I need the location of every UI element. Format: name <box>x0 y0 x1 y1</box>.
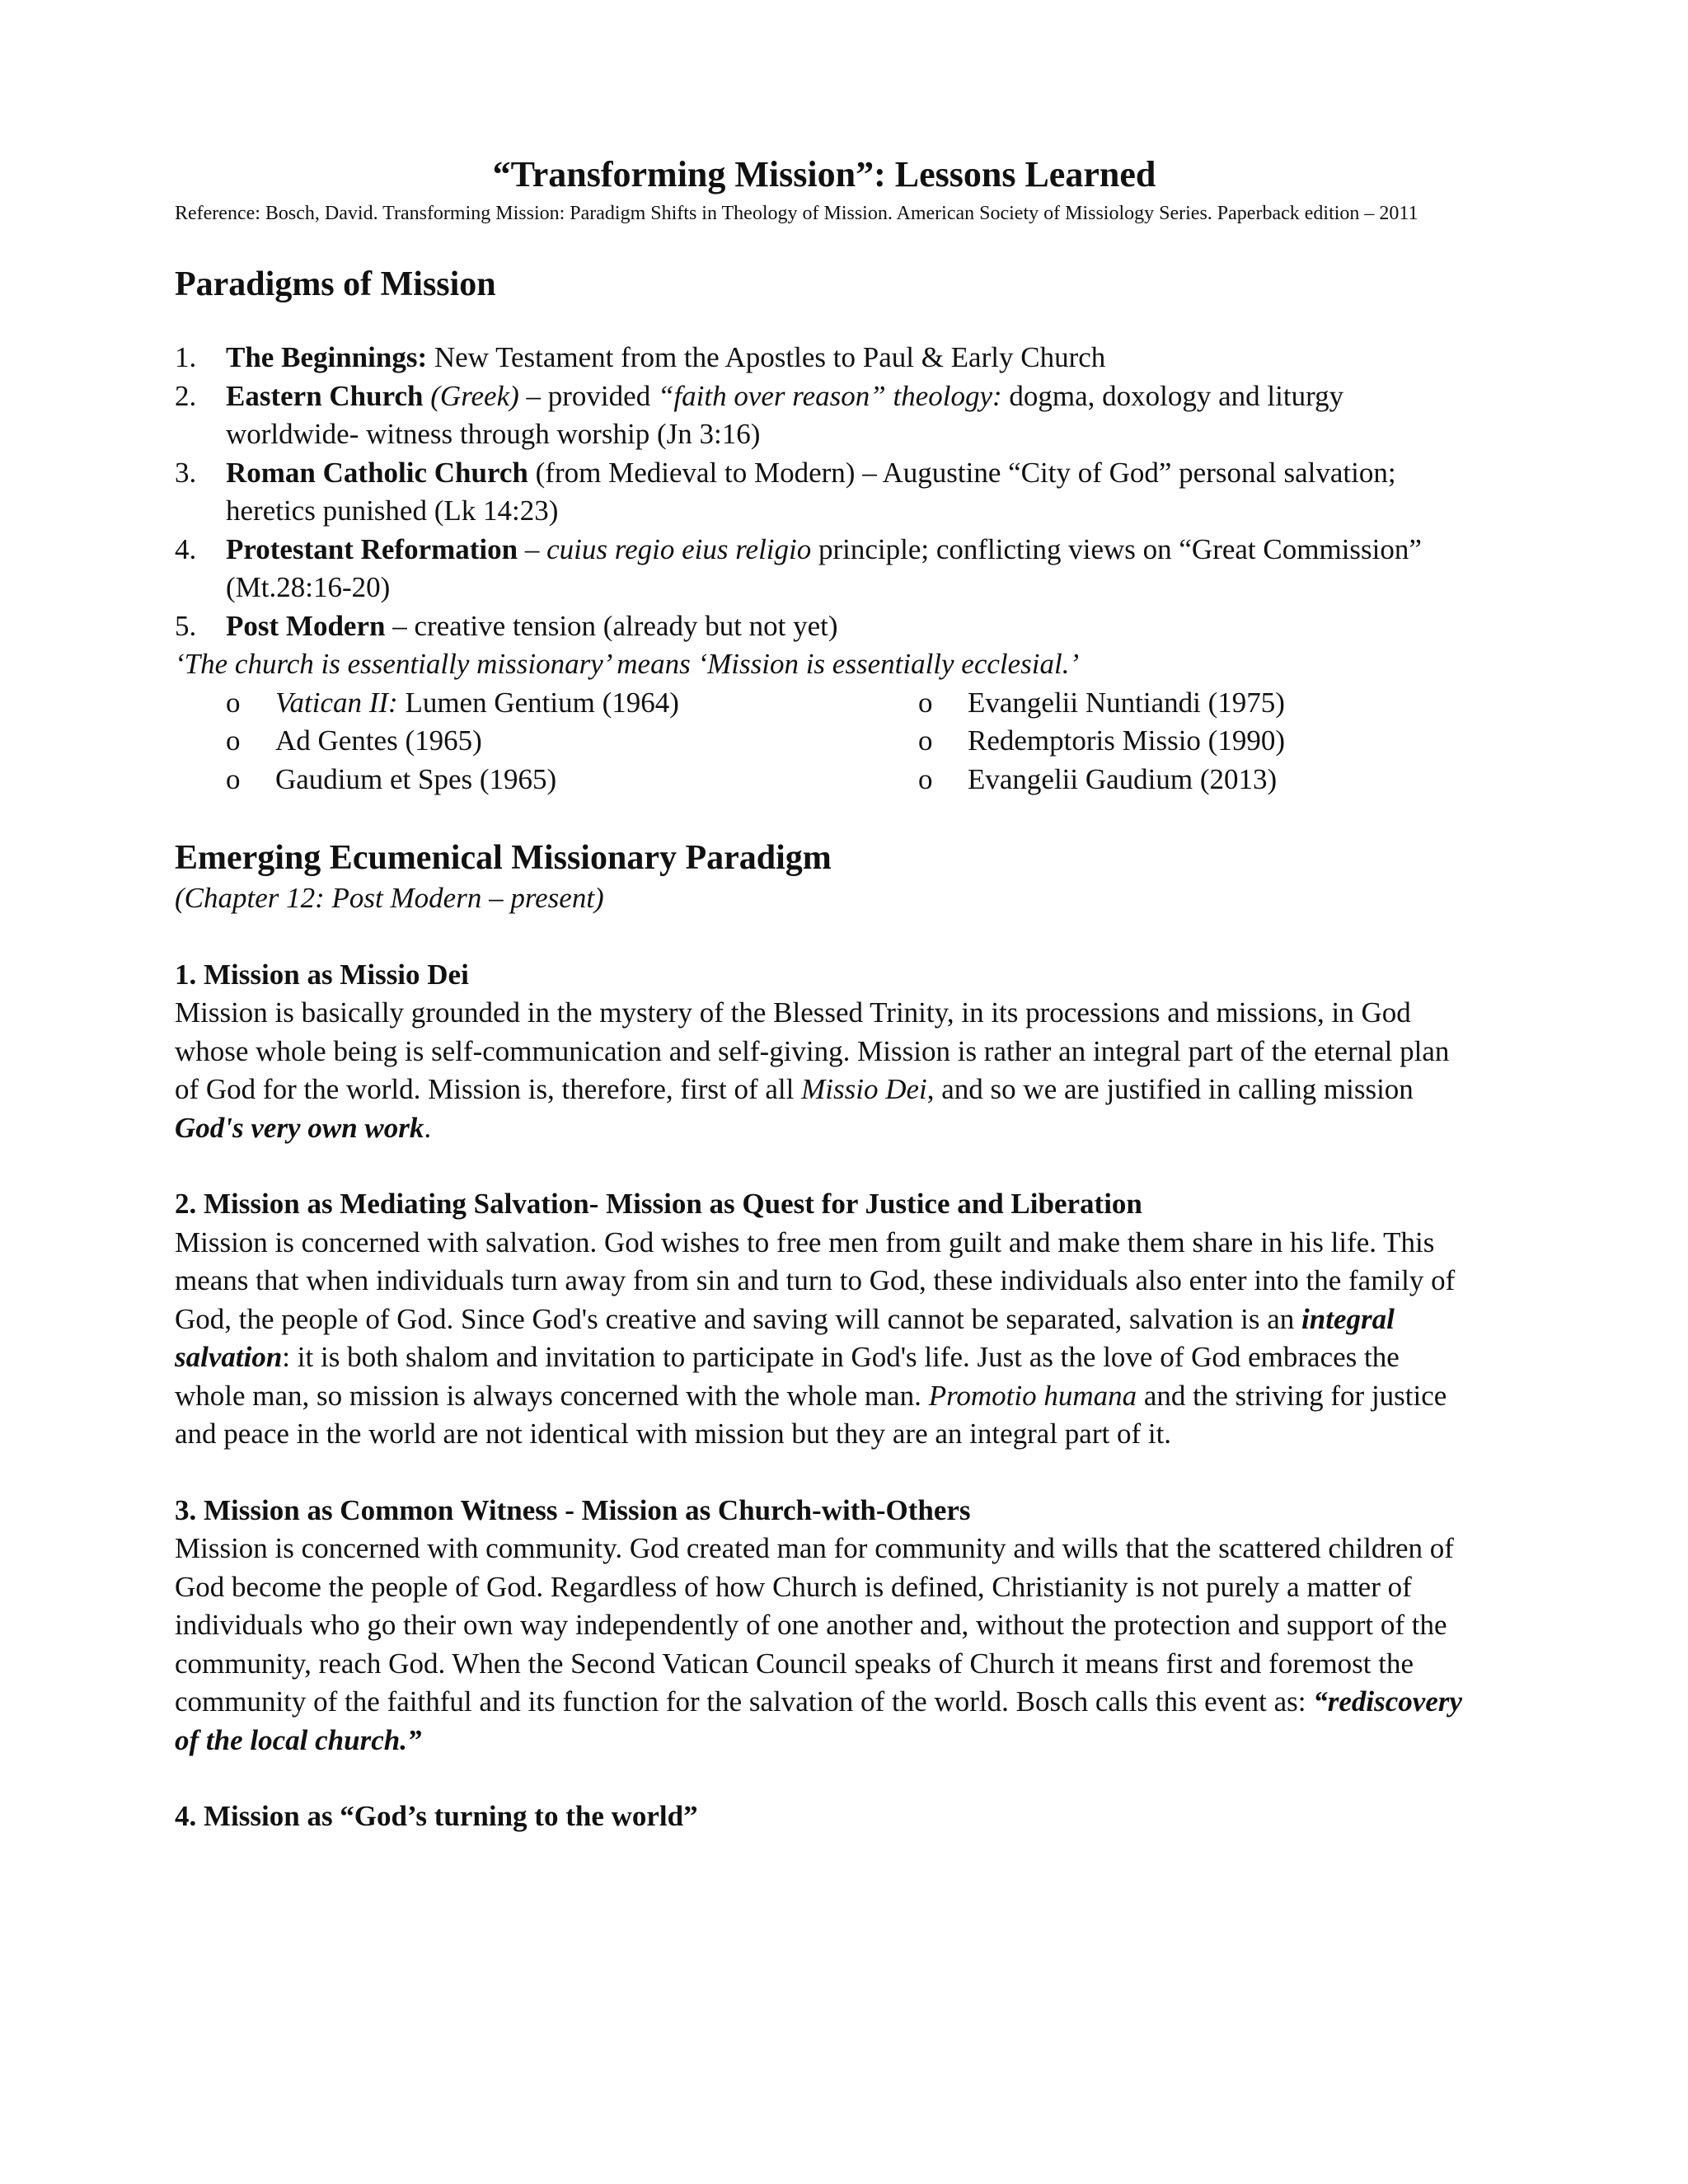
list-number: 2. <box>175 379 197 412</box>
bullet-icon: o <box>918 724 933 757</box>
item-text: – provided <box>518 379 658 412</box>
paradigms-heading: Paradigms of Mission <box>175 265 496 303</box>
bullet-icon: o <box>226 724 241 757</box>
bullet-icon: o <box>226 686 241 719</box>
section-heading: 4. Mission as “God’s turning to the world” <box>175 1800 698 1832</box>
list-number: 4. <box>175 532 197 565</box>
body-text: and the striving for justice and peace in the world are not identical with mission but they are an integral part of it. <box>175 1379 1447 1450</box>
list-item <box>175 454 1474 531</box>
item-lead: Roman Catholic Church <box>226 456 528 489</box>
item-italic: (Greek) <box>423 379 519 412</box>
list-item <box>918 761 1380 799</box>
reference-line: Reference: Bosch, David. Transforming Mission: Paradigm Shifts in Theology of Mission. American Society of Missiology Series. Paperback edition – 2011 <box>175 203 1418 224</box>
section-common-witness <box>175 1492 1474 1760</box>
body-bold-italic: integral salvation <box>175 1302 1395 1373</box>
list-item <box>918 684 1380 723</box>
list-item <box>175 377 1474 454</box>
doc-title: Ad Gentes (1965) <box>275 724 482 757</box>
item-text: (from Medieval to Modern) – Augustine “City of God” personal salvation; heretics punished (Lk 14:23) <box>226 456 1396 527</box>
list-item <box>226 684 918 723</box>
bullet-icon: o <box>226 762 241 795</box>
list-item <box>175 531 1474 607</box>
vatican-label: Vatican II: <box>275 686 398 719</box>
church-documents-list <box>226 684 1474 799</box>
list-number: 5. <box>175 609 197 642</box>
page-title: “Transforming Mission”: Lessons Learned <box>492 154 1156 194</box>
list-number: 3. <box>175 456 197 489</box>
body-italic: Promotio humana <box>928 1379 1137 1412</box>
item-lead: Post Modern <box>226 609 386 642</box>
doc-title: Lumen Gentium (1964) <box>397 686 679 719</box>
chapter-note: (Chapter 12: Post Modern – present) <box>175 882 604 914</box>
list-item <box>226 722 918 761</box>
item-lead: Protestant Reformation <box>226 532 518 565</box>
emerging-heading: Emerging Ecumenical Missionary Paradigm <box>175 839 832 877</box>
doc-title: Evangelii Nuntiandi (1975) <box>968 686 1285 719</box>
item-text: dogma, doxology and liturgy worldwide- witness through worship (Jn 3:16) <box>226 379 1344 450</box>
item-lead: The Beginnings: <box>226 341 428 373</box>
section-body <box>175 1224 1474 1454</box>
doc-title: Evangelii Gaudium (2013) <box>968 762 1278 795</box>
paradigms-list <box>175 339 1474 645</box>
section-salvation <box>175 1185 1474 1454</box>
section-heading: 2. Mission as Mediating Salvation- Mission as Quest for Justice and Liberation <box>175 1188 1142 1220</box>
item-text: New Testament from the Apostles to Paul & Early Church <box>427 341 1106 373</box>
item-text: – creative tension (already but not yet) <box>385 609 838 642</box>
list-item <box>175 607 1474 646</box>
doc-title: Gaudium et Spes (1965) <box>275 762 557 795</box>
list-item <box>226 761 918 799</box>
item-text: principle; conflicting views on “Great Commission” (Mt.28:16-20) <box>226 532 1422 603</box>
section-heading: 1. Mission as Missio Dei <box>175 958 469 991</box>
section-gods-turning <box>175 1797 1474 1836</box>
section-body <box>175 994 1474 1147</box>
body-text: . <box>424 1111 432 1144</box>
body-text: Mission is basically grounded in the mystery of the Blessed Trinity, in its processions and missions, in God whose whole being is self-communication and self-giving. Mission is rather an integral part of the eternal plan of God for the world. Mission is, therefore, first of all <box>175 996 1450 1105</box>
body-italic: Missio Dei <box>801 1073 927 1105</box>
item-text: – <box>518 532 547 565</box>
list-item <box>918 722 1380 761</box>
list-number: 1. <box>175 341 197 373</box>
list-item <box>175 339 1474 377</box>
item-italic: “faith over reason” theology: <box>657 379 1002 412</box>
item-lead: Eastern Church <box>226 379 424 412</box>
body-text: , and so we are justified in calling mission <box>926 1073 1414 1105</box>
body-text: Mission is concerned with salvation. God wishes to free men from guilt and make them share in his life. This means that when individuals turn away from sin and turn to God, these individuals also enter into the family of God, the people of God. Since God's creative and saving will cannot be separated, salvation is an <box>175 1226 1456 1335</box>
body-text: Mission is concerned with community. God created man for community and wills that the scattered children of God become the people of God. Regardless of how Church is defined, Christianity is not purely a matter of individuals who go their own way independently of one another and, without the protection and support of the community, reach God. When the Second Vatican Council speaks of Church it means first and foremost the community of the faithful and its function for the salvation of the world. Bosch calls this event as: <box>175 1532 1454 1718</box>
bullet-icon: o <box>918 762 933 795</box>
section-heading: 3. Mission as Common Witness - Mission as Church-with-Others <box>175 1493 971 1526</box>
section-missio-dei <box>175 956 1474 1148</box>
doc-title: Redemptoris Missio (1990) <box>968 724 1285 757</box>
ecclesial-quote: ‘The church is essentially missionary’ means ‘Mission is essentially ecclesial.’ <box>175 648 1080 680</box>
body-bold-italic: “rediscovery of the local church.” <box>175 1685 1463 1756</box>
body-bold-italic: God's very own work <box>175 1111 424 1144</box>
item-italic: cuius regio eius religio <box>546 532 812 565</box>
bullet-icon: o <box>918 686 933 719</box>
body-text: : it is both shalom and invitation to participate in God's life. Just as the love of God embraces the whole man, so mission is always concerned with the whole man. <box>175 1341 1400 1412</box>
section-body <box>175 1530 1474 1760</box>
